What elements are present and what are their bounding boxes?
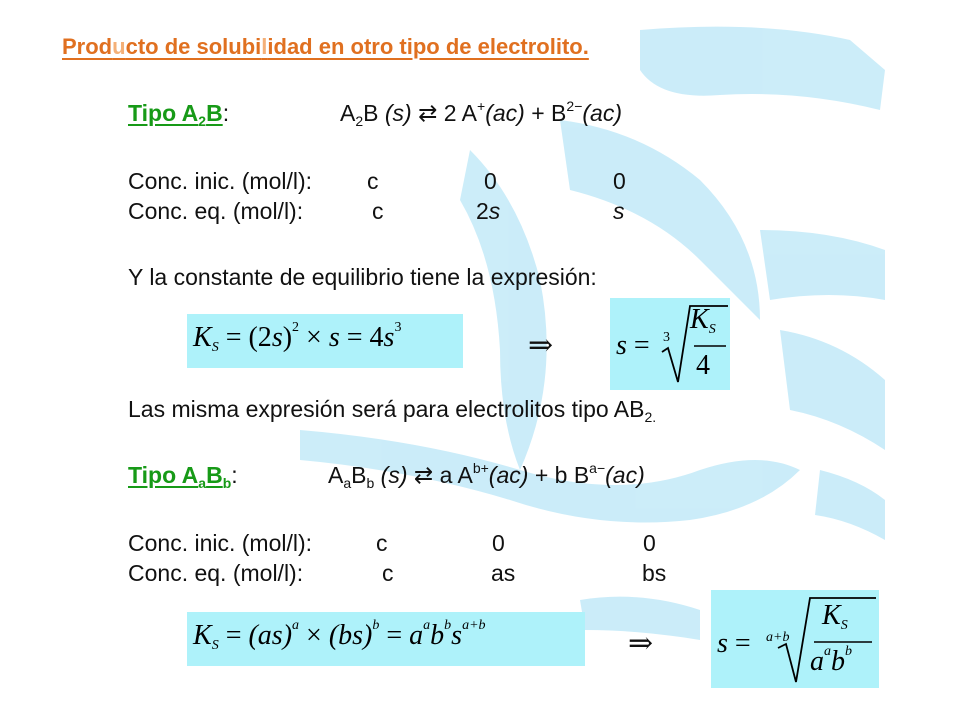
root1-denominator: 4 xyxy=(696,350,710,381)
section2-eq-conc-v1: as xyxy=(491,560,516,586)
root2-numerator: $K_S$ xyxy=(822,600,848,633)
root2-s: s = xyxy=(717,628,751,659)
root2-denominator: $a^ab^b$ xyxy=(810,644,852,677)
root1-index: 3 xyxy=(663,330,670,345)
section1-initial-conc-v2: 0 xyxy=(613,168,626,194)
section2-initial-conc-label: Conc. inic. (mol/l): xyxy=(128,530,313,556)
section2-initial-conc-v1: 0 xyxy=(492,530,505,556)
implies-arrow-2: ⇒ xyxy=(628,626,654,661)
section1-reaction: $A_2B$ (s) ⇄ 2 $A^+(ac) + B^{2-}(ac)$ xyxy=(340,98,622,129)
section1-initial-conc-c: c xyxy=(367,168,379,194)
section1-heading: Tipo $A_2B$: xyxy=(128,100,230,129)
section2-eq-conc-c: c xyxy=(382,560,394,586)
root2-index: a+b xyxy=(766,630,790,645)
section2-heading: Tipo $A_aB_b$: xyxy=(128,462,238,491)
formula-ks2: $K_S = (as)^a \times (bs)^b = a^ab^bs^{a+b}$ xyxy=(193,618,486,653)
section1-eq-conc-c: c xyxy=(372,198,384,224)
root1-s: s = xyxy=(616,330,650,361)
section1-constant-text: Y la constante de equilibrio tiene la expresión: xyxy=(128,264,597,290)
section2-initial-conc-c: c xyxy=(376,530,388,556)
section1-same-expression-text: Las misma expresión será para electrolitos tipo $AB_{2.}$ xyxy=(128,396,657,425)
section1-initial-conc-v1: 0 xyxy=(484,168,497,194)
implies-arrow-1: ⇒ xyxy=(528,328,554,363)
section1-eq-conc-v1: 2s xyxy=(476,198,501,224)
root1-numerator: $K_S$ xyxy=(690,304,716,337)
section1-initial-conc-label: Conc. inic. (mol/l): xyxy=(128,168,313,194)
section1-eq-conc-label: Conc. eq. (mol/l): xyxy=(128,198,304,224)
page-title: Producto de solubilidad en otro tipo de electrolito. xyxy=(62,34,589,59)
section1-eq-conc-v2: s xyxy=(613,198,625,224)
section2-reaction: $A_aB_b$ (s) ⇄ a $A^{b+}(ac) + b$ $B^{a-}(ac)$ xyxy=(328,460,645,491)
section2-eq-conc-label: Conc. eq. (mol/l): xyxy=(128,560,304,586)
section2-initial-conc-v2: 0 xyxy=(643,530,656,556)
section2-eq-conc-v2: bs xyxy=(642,560,667,586)
formula-ks1: $K_S = (2s)^2 \times s = 4s^3$ xyxy=(193,320,402,355)
